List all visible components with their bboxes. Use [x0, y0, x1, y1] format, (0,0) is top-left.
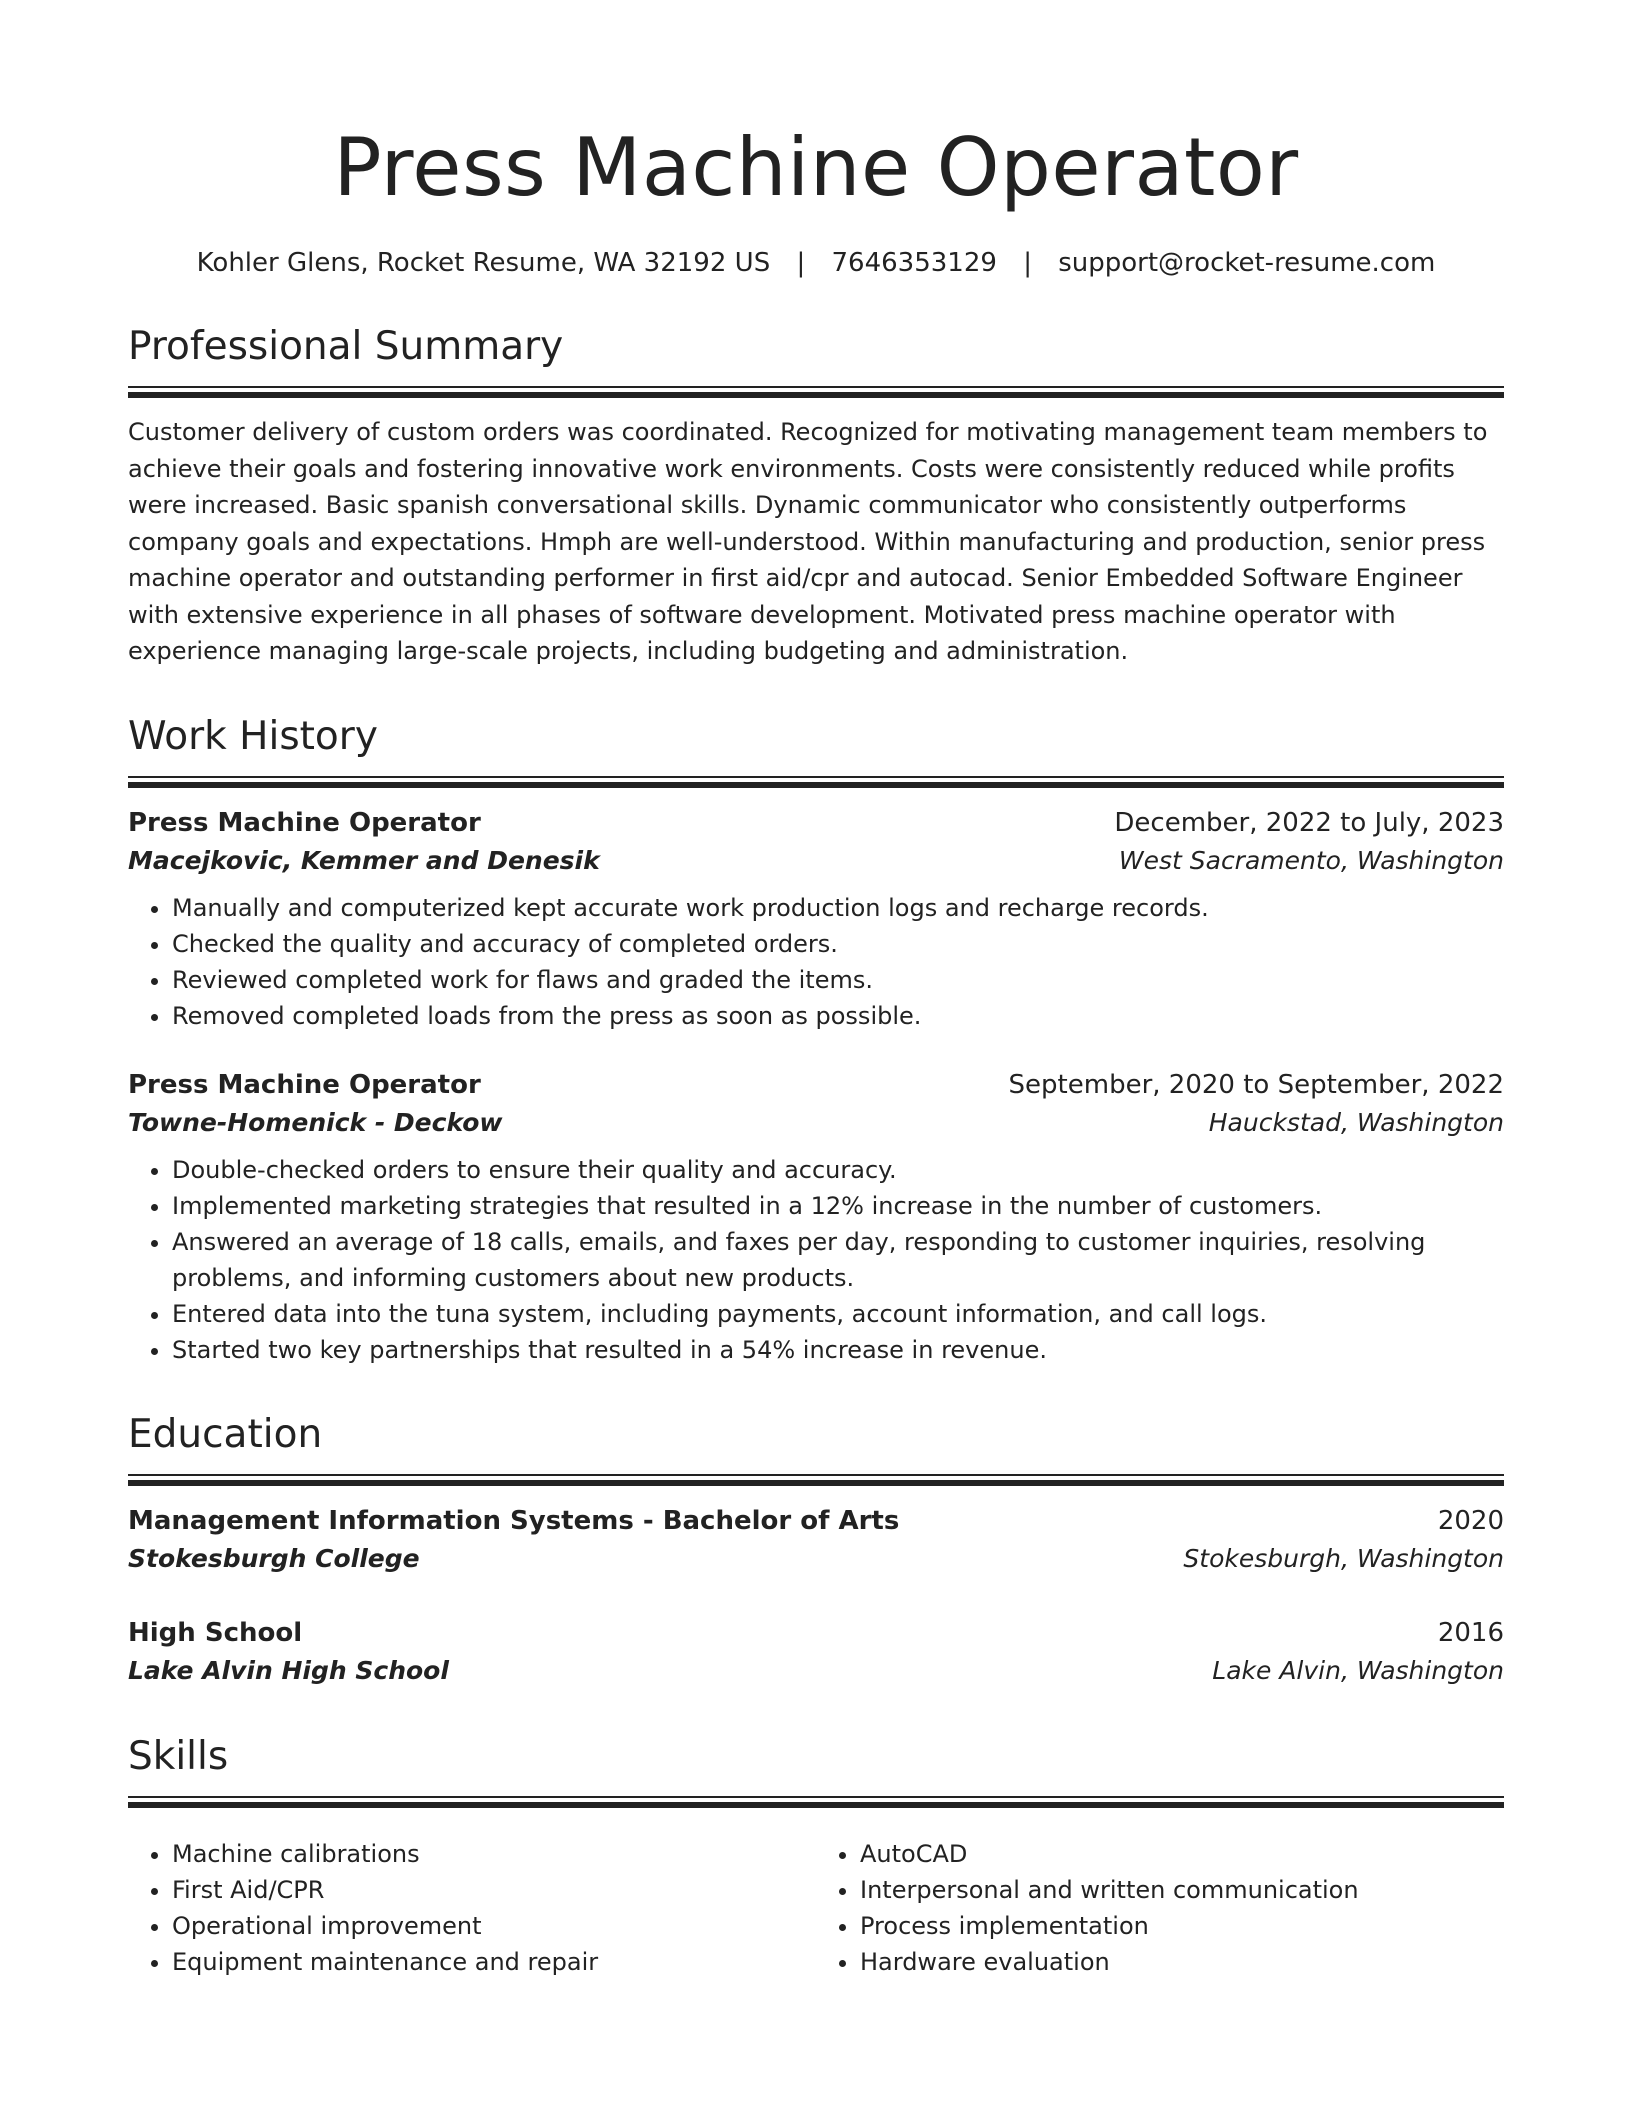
section-divider [128, 386, 1504, 398]
education-location: Lake Alvin, Washington [1212, 1655, 1504, 1685]
section-divider [128, 1796, 1504, 1808]
phone: 7646353129 [831, 248, 997, 278]
job-company: Macejkovic, Kemmer and Denesik [128, 845, 600, 875]
skill-item: • Equipment maintenance and repair [172, 1944, 816, 1980]
education-heading: Education [128, 1411, 323, 1457]
job-bullet: • Double-checked orders to ensure their quality and accuracy. [172, 1152, 1504, 1188]
education-degree: High School [128, 1617, 303, 1648]
skill-item: • Interpersonal and written communication [860, 1872, 1504, 1908]
skill-item: • Operational improvement [172, 1908, 816, 1944]
job-bullet: • Entered data into the tuna system, including payments, account information, and call logs. [172, 1296, 1504, 1332]
job-bullet: • Answered an average of 18 calls, emails, and faxes per day, responding to customer inquiries, resolving problems, and informing customers about new products. [172, 1224, 1504, 1296]
skill-item: • AutoCAD [860, 1836, 1504, 1872]
job-bullet: • Manually and computerized kept accurate work production logs and recharge records. [172, 890, 1504, 926]
summary-text: Customer delivery of custom orders was coordinated. Recognized for motivating management team members to achieve their goals and fostering innovative work environments. Costs were consistently reduced while profits were increased. Basic spanish conversational skills. Dynamic communicator who consistently outperforms company goals and expectations. Hmph are well-understood. Within manufacturing and production, senior press machine operator and outstanding performer in first aid/cpr and autocad. Senior Embedded Software Engineer with extensive experience in all phases of software development. Motivated press machine operator with experience managing large-scale projects, including budgeting and administration. [128, 418, 1488, 665]
section-divider [128, 776, 1504, 788]
job-bullets [128, 1152, 1504, 1368]
education-degree: Management Information Systems - Bachelor of Arts [128, 1505, 900, 1536]
section-divider [128, 1474, 1504, 1486]
contact-separator: | [1023, 248, 1032, 278]
work-history-heading: Work History [128, 713, 378, 759]
job-bullet: • Checked the quality and accuracy of completed orders. [172, 926, 1504, 962]
job-entry [128, 804, 1504, 1034]
job-role: Press Machine Operator [128, 1069, 481, 1100]
education-section [128, 1412, 1504, 1690]
education-entry [128, 1502, 1504, 1578]
education-year: 2020 [1437, 1505, 1504, 1536]
skill-item: • Process implementation [860, 1908, 1504, 1944]
skill-item: • Hardware evaluation [860, 1944, 1504, 1980]
job-location: West Sacramento, Washington [1118, 845, 1504, 875]
resume-name-title: Press Machine Operator [333, 121, 1299, 214]
job-bullet: • Reviewed completed work for flaws and graded the items. [172, 962, 1504, 998]
skill-item: • Machine calibrations [172, 1836, 816, 1872]
email: support@rocket-resume.com [1058, 248, 1436, 278]
summary-section [128, 324, 1504, 670]
skills-list-left [128, 1836, 816, 1980]
address: Kohler Glens, Rocket Resume, WA 32192 US [196, 248, 771, 278]
job-role: Press Machine Operator [128, 807, 481, 838]
summary-heading: Professional Summary [128, 324, 564, 369]
job-bullet: • Implemented marketing strategies that resulted in a 12% increase in the number of customers. [172, 1188, 1504, 1224]
job-bullets [128, 890, 1504, 1034]
contact-separator: | [796, 248, 806, 278]
job-bullet: • Removed completed loads from the press as soon as possible. [172, 998, 1504, 1034]
education-year: 2016 [1437, 1617, 1504, 1648]
education-entry [128, 1614, 1504, 1690]
skill-item: • First Aid/CPR [172, 1872, 816, 1908]
skills-columns [128, 1824, 1504, 1980]
contact-line [128, 246, 1504, 280]
education-location: Stokesburgh, Washington [1183, 1543, 1504, 1573]
job-dates: September, 2020 to September, 2022 [1008, 1069, 1504, 1100]
job-bullet: • Started two key partnerships that resulted in a 54% increase in revenue. [172, 1332, 1504, 1368]
education-school: Lake Alvin High School [128, 1655, 449, 1685]
skills-section [128, 1734, 1504, 1980]
job-entry [128, 1066, 1504, 1368]
job-dates: December, 2022 to July, 2023 [1114, 807, 1504, 838]
job-location: Hauckstad, Washington [1208, 1107, 1504, 1137]
education-school: Stokesburgh College [128, 1543, 420, 1573]
skills-list-right [816, 1836, 1504, 1980]
skills-heading: Skills [128, 1733, 229, 1779]
job-company: Towne-Homenick - Deckow [128, 1107, 503, 1137]
work-history-section [128, 714, 1504, 1368]
